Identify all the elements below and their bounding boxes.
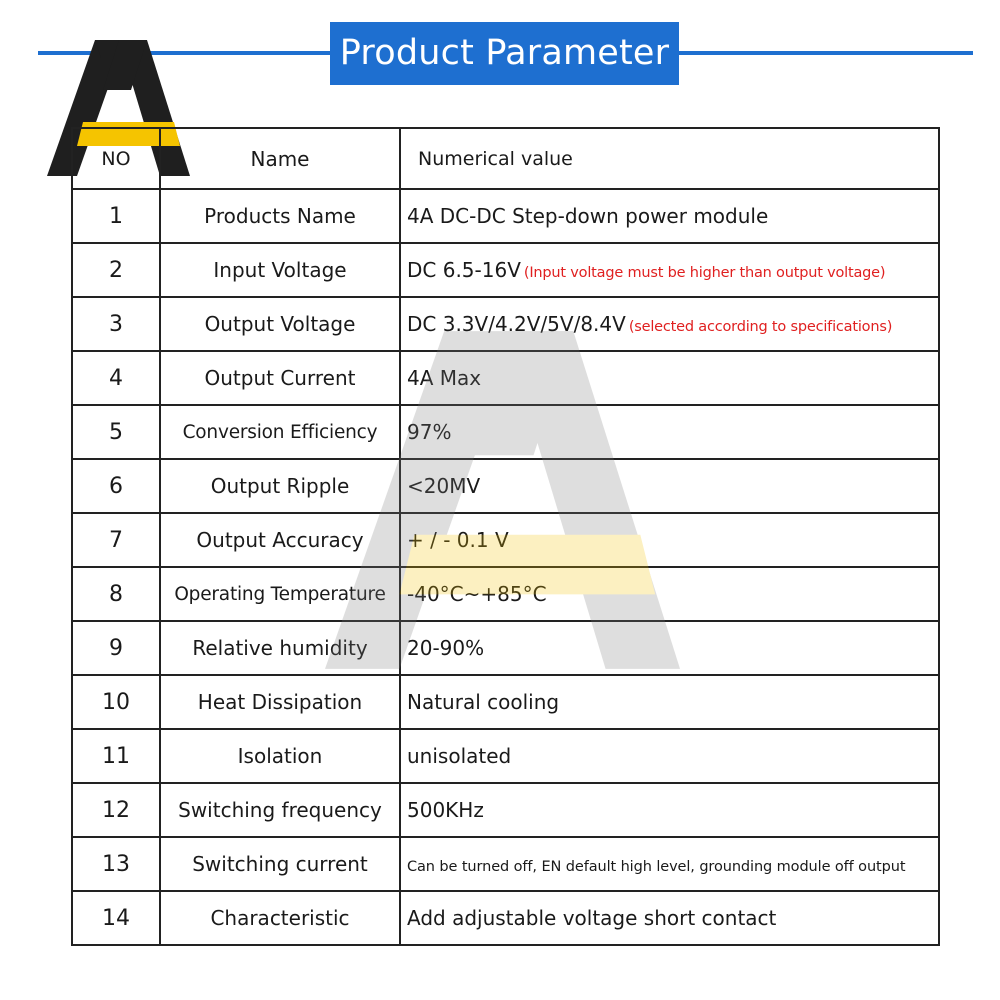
row-value-cell <box>400 729 939 783</box>
row-value: + / - 0.1 V <box>407 528 509 552</box>
table-row <box>72 297 939 351</box>
row-name: Characteristic <box>160 891 400 945</box>
table-row <box>72 675 939 729</box>
table-row <box>72 891 939 945</box>
table-row <box>72 513 939 567</box>
row-number: 3 <box>72 297 160 351</box>
row-name: Output Voltage <box>160 297 400 351</box>
row-value: DC 6.5-16V <box>407 258 521 282</box>
row-number: 9 <box>72 621 160 675</box>
row-value-cell <box>400 513 939 567</box>
row-number: 8 <box>72 567 160 621</box>
table-row <box>72 567 939 621</box>
row-number: 7 <box>72 513 160 567</box>
row-name: Output Ripple <box>160 459 400 513</box>
row-name: Relative humidity <box>160 621 400 675</box>
table-row <box>72 189 939 243</box>
row-value: <20MV <box>407 474 481 498</box>
table-row <box>72 459 939 513</box>
row-value-cell <box>400 567 939 621</box>
row-value-cell <box>400 243 939 297</box>
page-title: Product Parameter <box>330 22 679 85</box>
row-value-cell <box>400 891 939 945</box>
table-row <box>72 621 939 675</box>
row-value-cell <box>400 351 939 405</box>
row-number: 11 <box>72 729 160 783</box>
row-number: 13 <box>72 837 160 891</box>
row-name: Products Name <box>160 189 400 243</box>
row-value-cell <box>400 675 939 729</box>
row-number: 4 <box>72 351 160 405</box>
row-value-cell <box>400 189 939 243</box>
table-row <box>72 837 939 891</box>
row-value-cell <box>400 459 939 513</box>
row-name: Input Voltage <box>160 243 400 297</box>
row-name: Switching current <box>160 837 400 891</box>
table-row <box>72 243 939 297</box>
row-value: unisolated <box>407 744 512 768</box>
row-name: Operating Temperature <box>160 567 400 621</box>
row-value-cell <box>400 621 939 675</box>
row-name: Output Current <box>160 351 400 405</box>
row-number: 2 <box>72 243 160 297</box>
row-value-cell <box>400 783 939 837</box>
table-row <box>72 405 939 459</box>
row-name: Heat Dissipation <box>160 675 400 729</box>
row-value: Add adjustable voltage short contact <box>407 906 777 930</box>
row-value: 500KHz <box>407 798 484 822</box>
row-value: 4A Max <box>407 366 482 390</box>
column-header-no: NO <box>72 128 160 189</box>
row-value: -40°C~+85°C <box>407 582 547 606</box>
parameter-table <box>71 127 940 946</box>
row-note: (selected according to specifications) <box>628 319 893 335</box>
row-name: Switching frequency <box>160 783 400 837</box>
row-name: Isolation <box>160 729 400 783</box>
column-header-value: Numerical value <box>400 128 939 189</box>
row-number: 12 <box>72 783 160 837</box>
column-header-name: Name <box>160 128 400 189</box>
row-name: Conversion Efficiency <box>160 405 400 459</box>
row-value-cell <box>400 405 939 459</box>
row-value-cell <box>400 837 939 891</box>
row-value: 20-90% <box>407 636 485 660</box>
row-value: Natural cooling <box>407 690 560 714</box>
row-value: 4A DC-DC Step-down power module <box>407 204 769 228</box>
row-value: 97% <box>407 420 452 444</box>
row-note: (Input voltage must be higher than output voltage) <box>523 265 886 281</box>
table-row <box>72 729 939 783</box>
row-number: 5 <box>72 405 160 459</box>
table-row <box>72 783 939 837</box>
row-number: 14 <box>72 891 160 945</box>
row-number: 10 <box>72 675 160 729</box>
row-value-cell <box>400 297 939 351</box>
row-value: Can be turned off, EN default high level, grounding module off output <box>407 859 906 875</box>
table-header-row <box>72 128 939 189</box>
row-name: Output Accuracy <box>160 513 400 567</box>
table-row <box>72 351 939 405</box>
row-number: 6 <box>72 459 160 513</box>
row-number: 1 <box>72 189 160 243</box>
row-value: DC 3.3V/4.2V/5V/8.4V <box>407 312 626 336</box>
